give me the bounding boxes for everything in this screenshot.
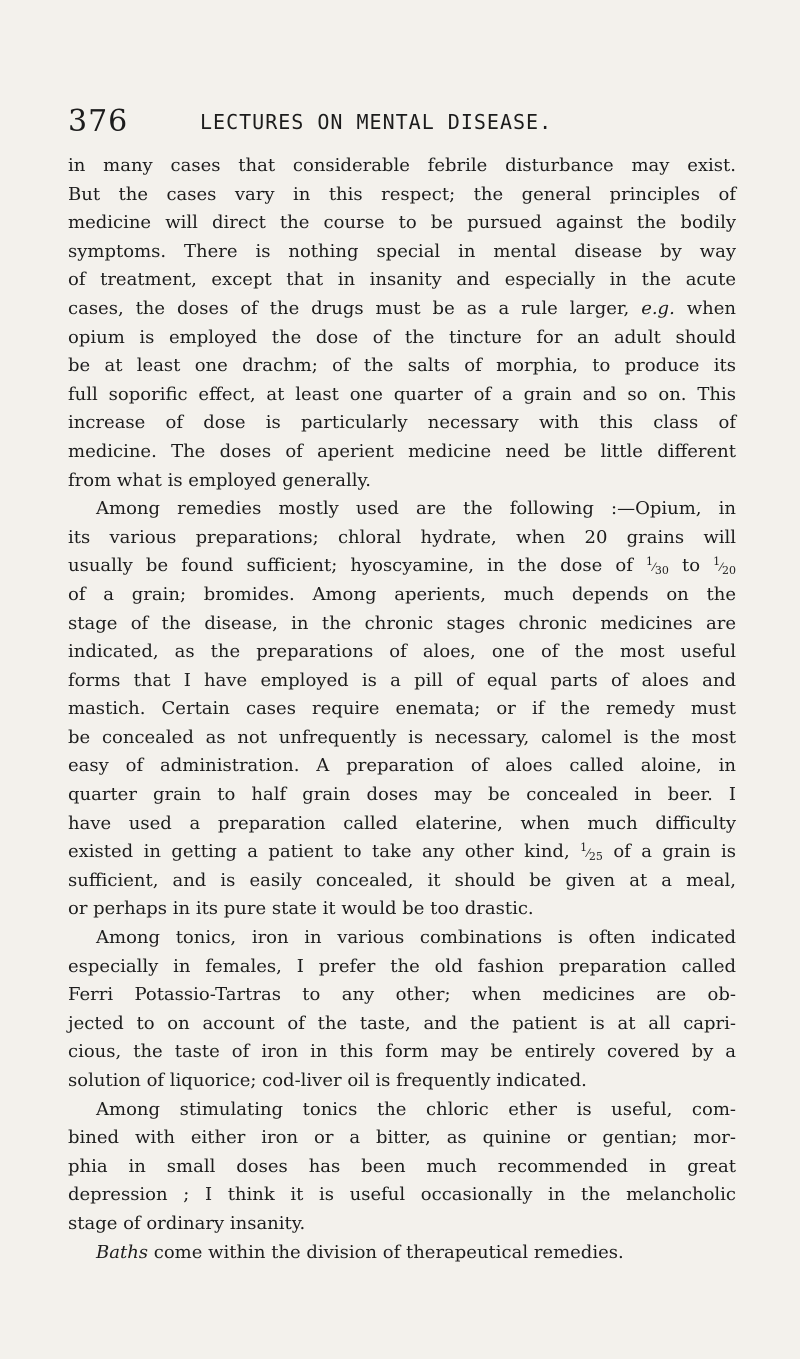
text-line: quarter grain to half grain doses may be concealed in beer. I [68,784,736,806]
text-line: solution of liquorice; cod-liver oil is frequently indicated. [68,1070,587,1091]
text-line: stage of the disease, in the chronic stages chronic medicines are [68,612,736,634]
text-line: Ferri Potassio-Tartras to any other; when medicines are ob- [68,984,736,1006]
body-text [68,152,736,1267]
italic-eg: e.g. [641,297,675,319]
running-title: LECTURES ON MENTAL DISEASE. [200,110,553,134]
text-line: increase of dose is particularly necessary with this class of [68,412,736,434]
text-line: of treatment, except that in insanity and especially in the acute [68,269,736,291]
text-line: But the cases vary in this respect; the general principles of [68,183,736,205]
text-line: medicine. The doses of aperient medicine need be little different [68,440,736,462]
text-line: cious, the taste of iron in this form may be entirely covered by a [68,1041,736,1063]
text-line [68,1239,736,1268]
text-line: from what is employed generally. [68,469,371,491]
page-number: 376 [68,104,129,139]
text-line: easy of administration. A preparation of aloes called aloine, in [68,755,736,777]
text-line: or perhaps in its pure state it would be too drastic. [68,898,534,920]
text-line: forms that I have employed is a pill of equal parts of aloes and [68,669,736,691]
fraction-hyoscyamine-low: 1⁄30 [646,555,669,578]
page-header [68,104,736,144]
text-line: of a grain; bromides. Among aperients, much depends on the [68,583,736,605]
text-line: stage of ordinary insanity. [68,1212,306,1234]
text-line [68,295,736,324]
text-line: have used a preparation called elaterine, when much difficulty [68,812,736,834]
text-line: depression ; I think it is useful occasionally in the melancholic [68,1184,736,1206]
text-line: opium is employed the dose of the tincture for an adult should [68,326,736,348]
text-line: Among remedies mostly used are the following :—Opium, in [96,498,736,520]
fraction-hyoscyamine-high: 1⁄20 [713,555,737,578]
fraction-elaterine: 1⁄25 [580,841,603,864]
text-line: phia in small doses has been much recommended in great [68,1155,736,1177]
text-segment: to [681,555,701,577]
text-line: indicated, as the preparations of aloes, one of the most useful [68,641,736,663]
text-line: be at least one drachm; of the salts of morphia, to produce its [68,355,736,377]
text-line: medicine will direct the course to be pursued against the bodily [68,212,736,234]
text-line: sufficient, and is easily concealed, it should be given at a meal, [68,869,736,891]
text-line: Among tonics, iron in various combinations is often indicated [96,927,736,949]
text-line: symptoms. There is nothing special in mental disease by way [68,240,736,262]
text-line: full soporific effect, at least one quarter of a grain and so on. This [68,383,736,405]
text-line [68,552,736,581]
text-segment: when [686,297,736,319]
text-segment: come within the division of therapeutical remedies. [153,1241,624,1263]
text-line: in many cases that considerable febrile disturbance may exist. [68,155,736,176]
text-segment: of a grain is [613,841,736,863]
text-segment: cases, the doses of the drugs must be as a rule larger, [68,297,630,319]
text-line: be concealed as not unfrequently is necessary, calomel is the most [68,726,736,748]
text-line: bined with either iron or a bitter, as quinine or gentian; mor- [68,1127,736,1149]
text-line: Among stimulating tonics the chloric ether is useful, com- [96,1098,736,1120]
text-line: mastich. Certain cases require enemata; or if the remedy must [68,698,736,720]
text-line: its various preparations; chloral hydrate, when 20 grains will [68,526,736,548]
text-segment: usually be found sufficient; hyoscyamine, in the dose of [68,555,633,577]
text-line [68,838,736,867]
text-line: jected to on account of the taste, and the patient is at all capri- [68,1012,736,1034]
italic-baths: Baths [96,1241,149,1263]
text-line: especially in females, I prefer the old fashion preparation called [68,955,736,977]
text-segment: existed in getting a patient to take any other kind, [68,841,570,863]
